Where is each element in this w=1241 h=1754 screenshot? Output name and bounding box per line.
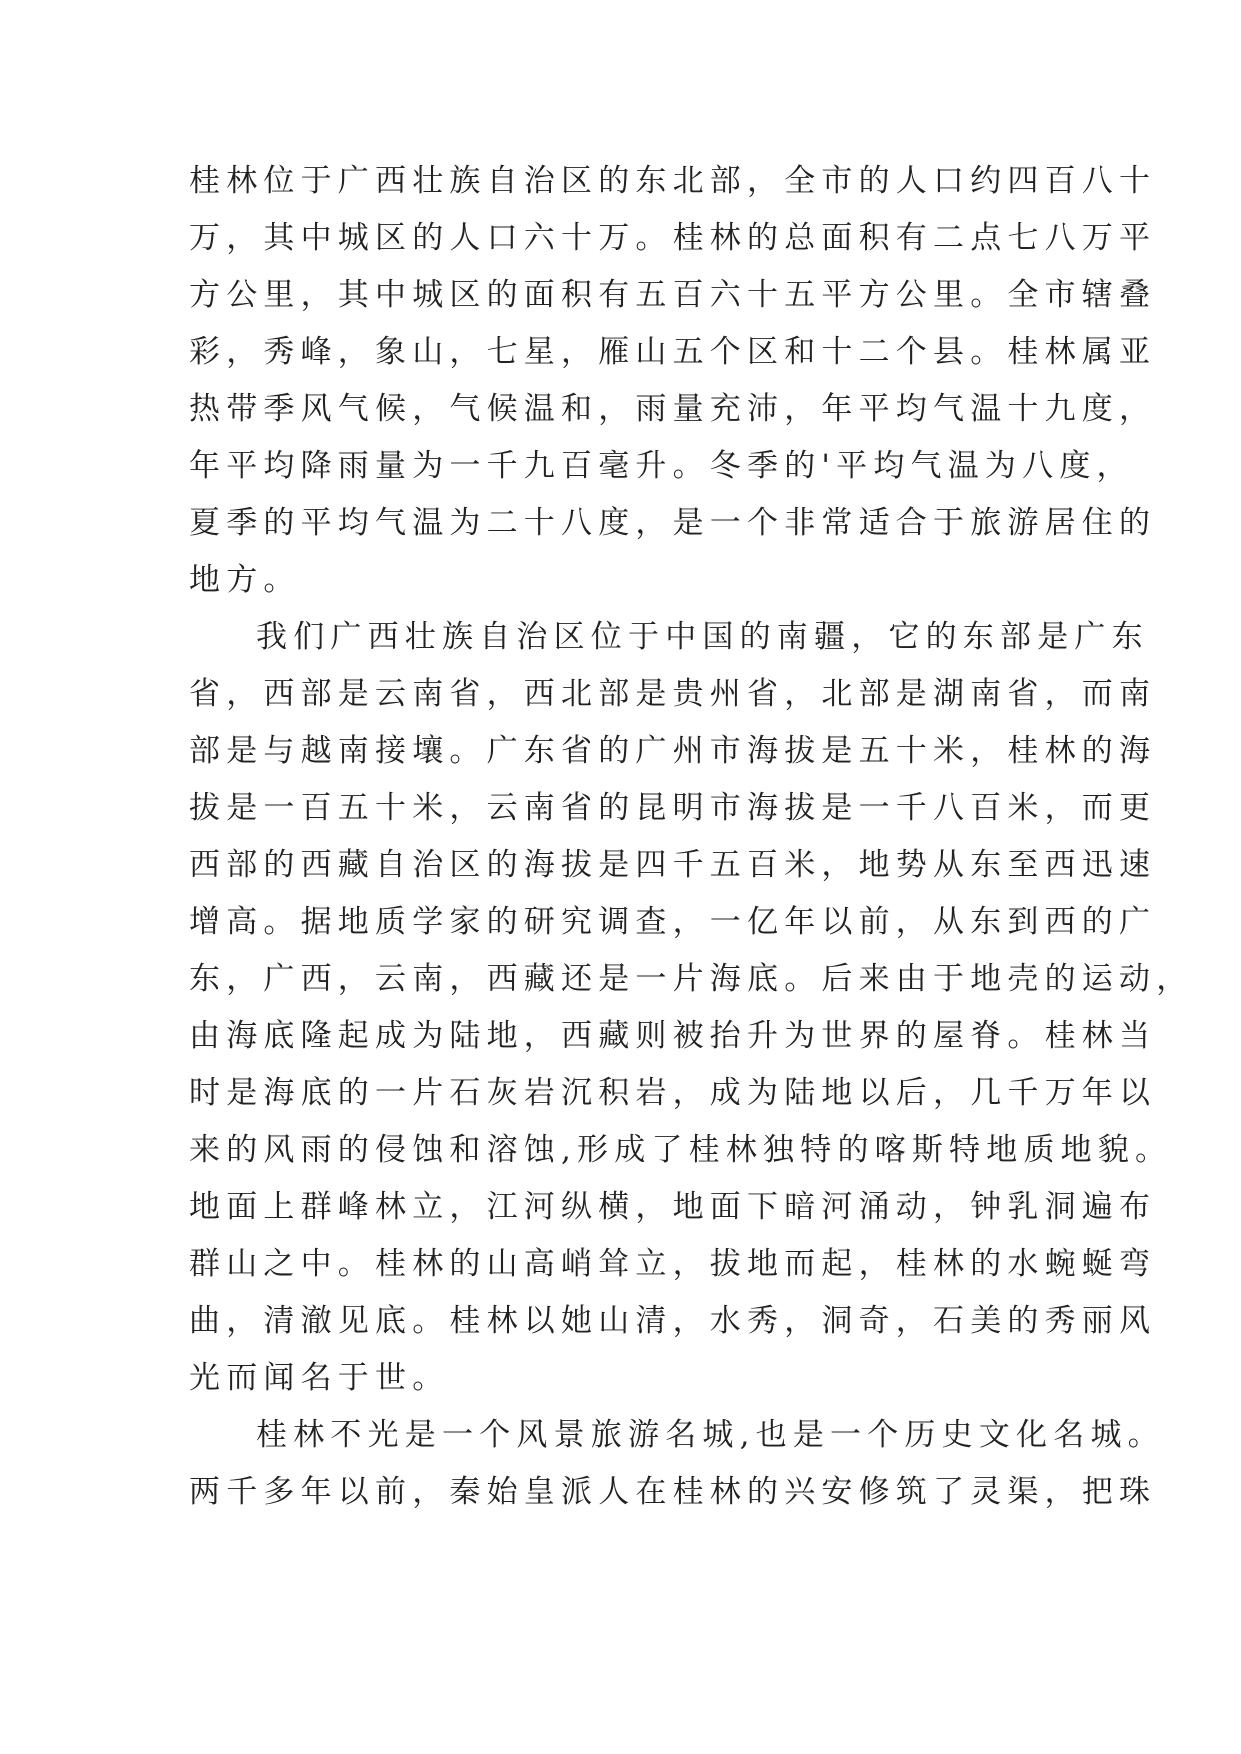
text-line: 省，西部是云南省，西北部是贵州省，北部是湖南省，而南 [189, 676, 1157, 712]
paragraph-start-line: 桂林不光是一个风景旅游名城,也是一个历史文化名城。 [256, 1417, 1165, 1453]
text-line: 部是与越南接壤。广东省的广州市海拔是五十米，桂林的海 [189, 733, 1157, 769]
text-line: 方公里，其中城区的面积有五百六十五平方公里。全市辖叠 [189, 277, 1157, 313]
text-line: 年平均降雨量为一千九百毫升。冬季的'平均气温为八度， [189, 448, 1134, 484]
text-line: 西部的西藏自治区的海拔是四千五百米，地势从东至西迅速 [189, 847, 1157, 883]
text-line: 光而闻名于世。 [189, 1360, 450, 1396]
text-line: 地面上群峰林立，江河纵横，地面下暗河涌动，钟乳洞遍布 [189, 1189, 1157, 1225]
text-line: 彩，秀峰，象山，七星，雁山五个区和十二个县。桂林属亚 [189, 334, 1157, 370]
text-line: 桂林位于广西壮族自治区的东北部，全市的人口约四百八十 [189, 163, 1157, 199]
text-line: 时是海底的一片石灰岩沉积岩，成为陆地以后，几千万年以 [189, 1075, 1157, 1111]
text-line: 东，广西，云南，西藏还是一片海底。后来由于地壳的运动， [189, 961, 1194, 997]
text-line: 夏季的平均气温为二十八度，是一个非常适合于旅游居住的 [189, 505, 1157, 541]
text-line: 两千多年以前，秦始皇派人在桂林的兴安修筑了灵渠，把珠 [189, 1474, 1157, 1510]
text-line: 群山之中。桂林的山高峭耸立，拔地而起，桂林的水蜿蜒弯 [189, 1246, 1157, 1282]
text-line: 热带季风气候，气候温和，雨量充沛，年平均气温十九度， [189, 391, 1157, 427]
text-line: 曲，清澈见底。桂林以她山清，水秀，洞奇，石美的秀丽风 [189, 1303, 1157, 1339]
text-line: 由海底隆起成为陆地，西藏则被抬升为世界的屋脊。桂林当 [189, 1018, 1157, 1054]
text-line: 来的风雨的侵蚀和溶蚀,形成了桂林独特的喀斯特地质地貌。 [189, 1132, 1173, 1168]
text-line: 地方。 [189, 562, 301, 598]
text-line: 增高。据地质学家的研究调查，一亿年以前，从东到西的广 [189, 904, 1157, 940]
paragraph-start-line: 我们广西壮族自治区位于中国的南疆，它的东部是广东 [256, 619, 1149, 655]
text-line: 万，其中城区的人口六十万。桂林的总面积有二点七八万平 [189, 220, 1157, 256]
text-line: 拔是一百五十米，云南省的昆明市海拔是一千八百米，而更 [189, 790, 1157, 826]
